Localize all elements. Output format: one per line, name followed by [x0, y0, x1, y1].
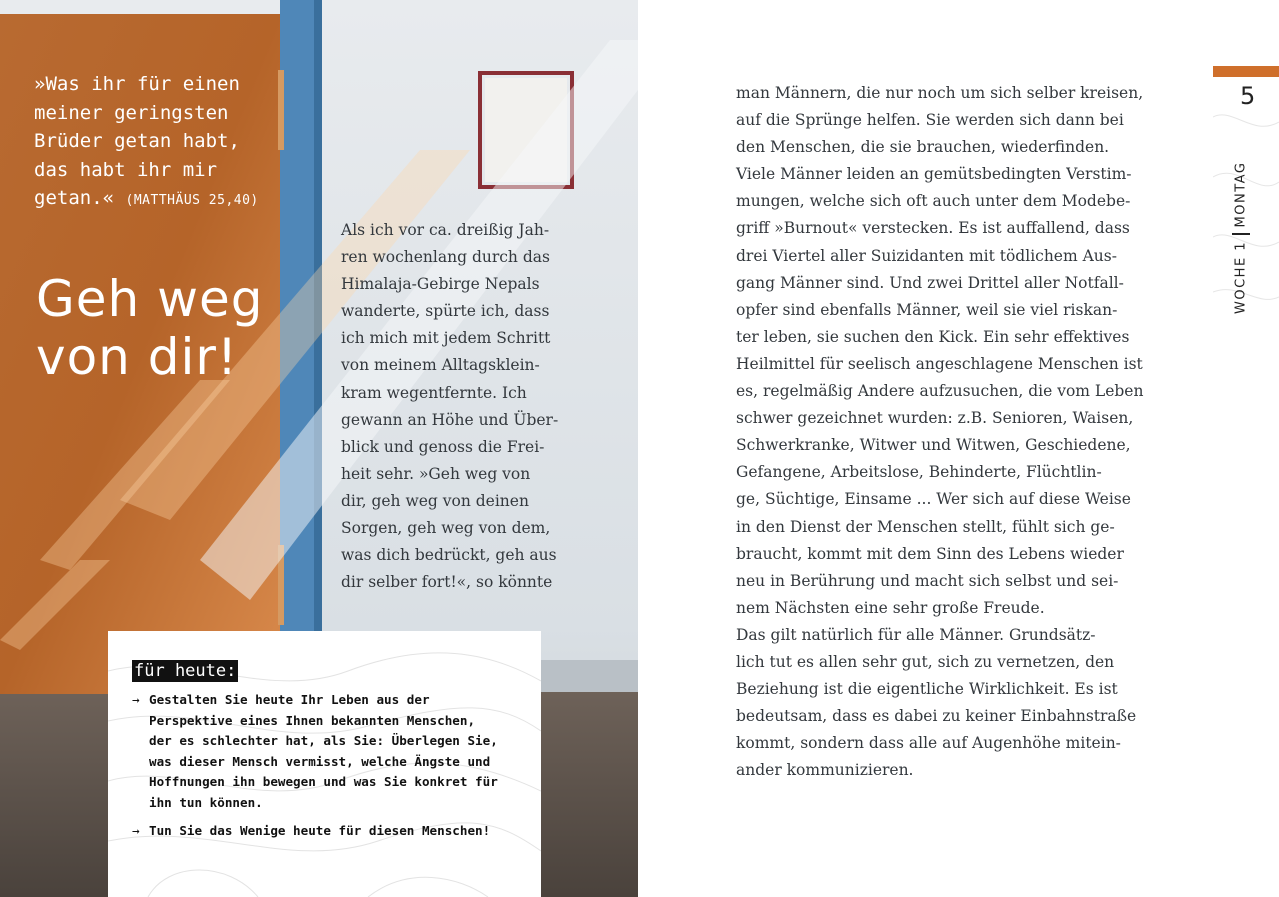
text-line: man Männern, die nur noch um sich selber kreisen, [736, 84, 1144, 102]
text-line: Viele Männer leiden an gemütsbedingten Verstim- [736, 165, 1132, 184]
body-text-column-2 [736, 80, 1166, 784]
separator [1232, 233, 1250, 235]
task-heading: für heute: [134, 661, 237, 681]
task-line: ihn tun können. [149, 794, 263, 810]
task-line: Hoffnungen ihn bewegen und was Sie konkret für [149, 774, 498, 789]
text-line: lich tut es allen sehr gut, sich zu vernetzen, den [736, 652, 1115, 671]
text-line: bedeutsam, dass es dabei zu keiner Einbahnstraße [736, 707, 1137, 726]
text-line: blick und genoss die Frei- [341, 437, 545, 456]
quote-reference: (MATTHÄUS 25,40) [125, 193, 259, 208]
text-line: kommt, sondern dass alle auf Augenhöhe mitein- [736, 734, 1121, 753]
text-line: schwer gezeichnet wurden: z.B. Senioren, Waisen, [736, 409, 1134, 428]
text-line: ter leben, sie suchen den Kick. Ein sehr effektives [736, 327, 1130, 346]
quote-line: getan.« [34, 187, 115, 209]
text-line: Heilmittel für seelisch angeschlagene Menschen ist [736, 354, 1143, 373]
text-line: Beziehung ist die eigentliche Wirklichkeit. Es ist [736, 680, 1118, 699]
page-title [36, 270, 263, 386]
week-day-label [1232, 162, 1250, 314]
task-line: der es schlechter hat, als Sie: Überlegen Sie, [149, 733, 498, 748]
text-line: Das gilt natürlich für alle Männer. Grundsätz- [736, 625, 1096, 644]
text-line: ren wochenlang durch das [341, 248, 550, 267]
task-box [108, 631, 541, 897]
text-line: ge, Süchtige, Einsame ... Wer sich auf diese Weise [736, 490, 1131, 509]
text-line: Sorgen, geh weg von dem, [341, 519, 551, 538]
task-item [132, 690, 512, 813]
tab-accent-bar [1213, 66, 1279, 77]
text-line: wanderte, spürte ich, dass [341, 302, 550, 321]
arrow-right-icon: → [132, 692, 140, 707]
text-line: braucht, kommt mit dem Sinn des Lebens wieder [736, 544, 1124, 563]
text-line: in den Dienst der Menschen stellt, fühlt sich ge- [736, 517, 1115, 536]
task-line: Tun Sie das Wenige heute für diesen Menschen! [149, 823, 491, 838]
text-line: Schwerkranke, Witwer und Witwen, Geschiedene, [736, 436, 1131, 455]
task-line: Gestalten Sie heute Ihr Leben aus der [149, 692, 430, 707]
week-label: WOCHE 1 [1233, 240, 1249, 314]
text-line: es, regelmäßig Andere aufzusuchen, die vom Leben [736, 382, 1144, 401]
text-line: gewann an Höhe und Über- [341, 410, 559, 429]
text-line: den Menschen, die sie brauchen, wiederfinden. [736, 138, 1110, 157]
text-line: mungen, welche sich oft auch unter dem Modebe- [736, 192, 1131, 211]
task-line: Perspektive eines Ihnen bekannten Menschen, [149, 712, 476, 728]
day-label: MONTAG [1233, 161, 1249, 228]
quote-line: Brüder getan habt, [34, 130, 240, 152]
text-line: heit sehr. »Geh weg von [341, 464, 531, 483]
text-line: von meinem Alltagsklein- [341, 356, 540, 375]
arrow-right-icon: → [132, 823, 140, 838]
text-line: Gefangene, Arbeitslose, Behinderte, Flüchtlin- [736, 463, 1102, 482]
text-line: was dich bedrückt, geh aus [341, 546, 557, 565]
text-line: dir, geh weg von deinen [341, 491, 529, 510]
quote-line: das habt ihr mir [34, 158, 218, 181]
title-line: von dir! [36, 328, 238, 386]
text-line: ander kommunizieren. [736, 761, 914, 780]
text-line: auf die Sprünge helfen. Sie werden sich dann bei [736, 111, 1124, 130]
quote-line: meiner geringsten [34, 101, 229, 124]
page-number: 5 [1240, 82, 1256, 110]
title-line: Geh weg [36, 270, 264, 328]
text-line: opfer sind ebenfalls Männer, weil sie viel riskan- [736, 300, 1118, 319]
text-line: griff »Burnout« verstecken. Es ist auffallend, dass [736, 219, 1130, 238]
body-text-column-1 [341, 217, 581, 596]
text-line: Himalaja-Gebirge Nepals [341, 275, 540, 294]
quote-line: »Was ihr für einen [34, 73, 240, 95]
task-item [132, 821, 512, 842]
left-page [0, 0, 638, 897]
text-line: Als ich vor ca. dreißig Jah- [341, 221, 550, 239]
text-line: ich mich mit jedem Schritt [341, 329, 551, 348]
text-line: dir selber fort!«, so könnte [341, 573, 553, 592]
text-line: nem Nächsten eine sehr große Freude. [736, 598, 1045, 617]
text-line: drei Viertel aller Suizidanten mit tödlichem Aus- [736, 246, 1117, 265]
task-line: was dieser Mensch vermisst, welche Ängste und [149, 753, 491, 769]
scripture-quote [34, 70, 294, 216]
text-line: kram wegentfernte. Ich [341, 383, 527, 402]
text-line: gang Männer sind. Und zwei Drittel aller Notfall- [736, 273, 1124, 292]
text-line: neu in Berührung und macht sich selbst und sei- [736, 571, 1119, 590]
